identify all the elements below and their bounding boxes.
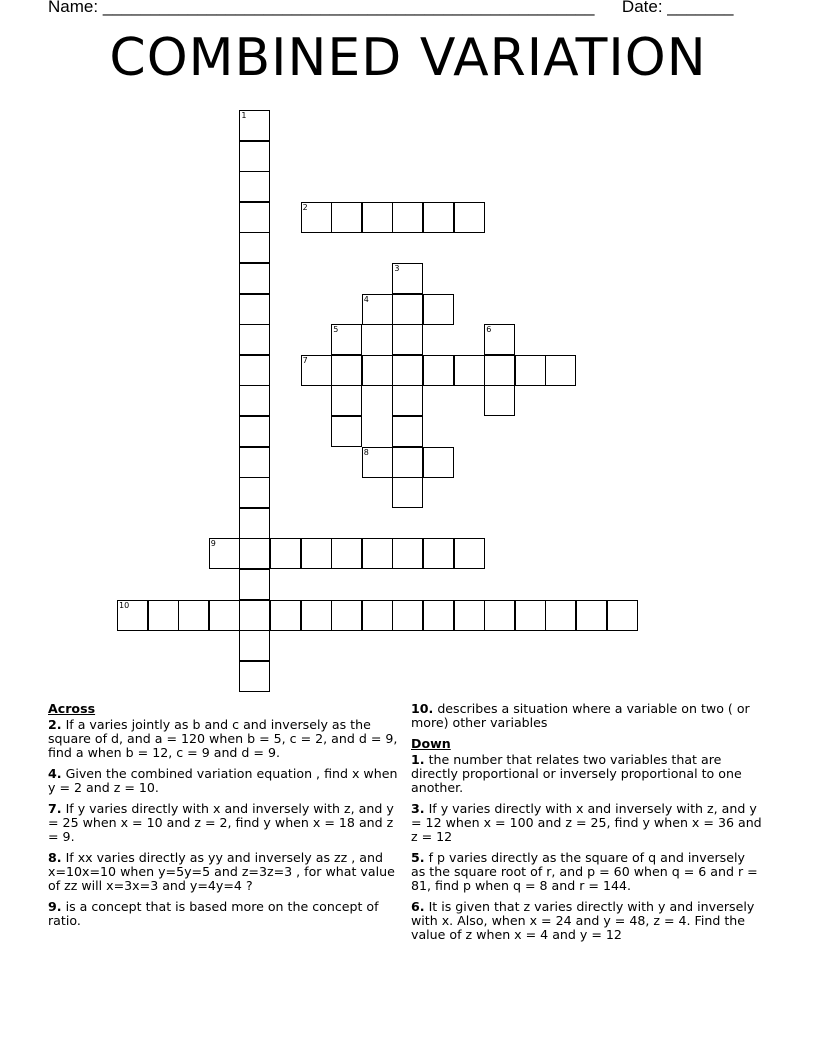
grid-cell[interactable] [239, 661, 270, 692]
grid-cell[interactable] [331, 416, 362, 447]
clue-number-label: 7 [302, 355, 308, 365]
grid-cell[interactable] [331, 202, 362, 233]
clue-number-label: 9 [210, 539, 216, 549]
down-clue-5 [411, 851, 763, 893]
clue-number-label: 5 [333, 325, 339, 335]
clue-number-label: 2 [302, 202, 308, 212]
grid-cell[interactable] [270, 600, 301, 631]
grid-cell[interactable] [239, 171, 270, 202]
across-clue-9 [48, 900, 400, 928]
grid-cell[interactable] [331, 355, 362, 386]
grid-cell[interactable] [331, 600, 362, 631]
grid-cell[interactable] [362, 600, 393, 631]
grid-cell[interactable] [392, 600, 423, 631]
across-heading: Across [48, 701, 96, 716]
date-blank: _______ [667, 0, 734, 16]
grid-cell[interactable] [545, 600, 576, 631]
grid-cell[interactable] [392, 477, 423, 508]
clue-text: If y varies directly with x and inversely with z, and y = 12 when x = 100 and z = 25, find y when x = 36 and z = 12 [411, 801, 762, 844]
clue-text: the number that relates two variables that are directly proportional or inversely proportional to one another. [411, 752, 742, 795]
clue-number-label: 4 [363, 294, 369, 304]
grid-cell[interactable] [454, 202, 485, 233]
across-clue-7 [48, 802, 400, 844]
clue-number-label: 10 [119, 600, 130, 610]
grid-cell[interactable] [270, 538, 301, 569]
grid-cell[interactable] [484, 385, 515, 416]
clue-number-label: 6 [486, 325, 492, 335]
grid-cell[interactable] [454, 355, 485, 386]
grid-cell[interactable] [239, 416, 270, 447]
grid-cell[interactable] [301, 538, 332, 569]
grid-cell[interactable] [515, 600, 546, 631]
clue-text: If xx varies directly as yy and inversely as zz , and x=10x=10 when y=5y=5 and z=3z=3 , for what value of zz will x=3x=3 and y=4y=4 ? [48, 850, 395, 893]
grid-cell[interactable] [484, 600, 515, 631]
grid-cell[interactable] [423, 202, 454, 233]
across-clue-2 [48, 718, 400, 760]
grid-cell[interactable] [423, 355, 454, 386]
grid-cell[interactable] [209, 600, 240, 631]
clue-number: 1. [411, 752, 425, 767]
page-title: COMBINED VARIATION [109, 28, 707, 88]
clue-number: 9. [48, 899, 62, 914]
grid-cell[interactable] [392, 324, 423, 355]
grid-cell[interactable] [239, 263, 270, 294]
grid-cell[interactable] [239, 355, 270, 386]
grid-cell[interactable] [454, 600, 485, 631]
clue-number: 7. [48, 801, 62, 816]
name-label: Name: [48, 0, 99, 16]
date-label: Date: [621, 0, 663, 16]
down-heading: Down [411, 736, 451, 751]
clue-number-label: 8 [363, 447, 369, 457]
across-clue-4 [48, 767, 400, 795]
down-clue-6 [411, 900, 763, 942]
grid-cell[interactable] [392, 447, 423, 478]
clue-number: 10. [411, 701, 434, 716]
grid-cell[interactable] [392, 294, 423, 325]
clue-text: If y varies directly with x and inversely with z, and y = 25 when x = 10 and z = 2, find y when x = 18 and z = 9. [48, 801, 394, 844]
grid-cell[interactable] [239, 477, 270, 508]
grid-cell[interactable] [362, 202, 393, 233]
clue-text: describes a situation where a variable on two ( or more) other variables [411, 701, 750, 730]
clue-number: 8. [48, 850, 62, 865]
grid-cell[interactable] [331, 538, 362, 569]
name-blank: ____________________________________________________ [102, 0, 595, 16]
grid-cell[interactable] [178, 600, 209, 631]
clue-number: 5. [411, 850, 425, 865]
clues-right-column [411, 702, 763, 949]
across-clue-10 [411, 702, 763, 730]
grid-cell[interactable] [239, 447, 270, 478]
grid-cell[interactable] [545, 355, 576, 386]
grid-cell[interactable] [148, 600, 179, 631]
grid-cell[interactable] [423, 447, 454, 478]
grid-cell[interactable] [392, 385, 423, 416]
grid-cell[interactable] [392, 416, 423, 447]
clue-number: 6. [411, 899, 425, 914]
clue-number: 4. [48, 766, 62, 781]
clue-number: 3. [411, 801, 425, 816]
grid-cell[interactable] [239, 538, 270, 569]
clue-number-label: 3 [394, 264, 400, 273]
grid-cell[interactable] [239, 630, 270, 661]
grid-cell[interactable] [239, 600, 270, 631]
across-clue-8 [48, 851, 400, 893]
grid-cell[interactable] [392, 202, 423, 233]
grid-cell[interactable] [239, 385, 270, 416]
clue-text: f p varies directly as the square of q and inversely as the square root of r, and p = 60 when q = 6 and r = 81, find p when q = 8 and r = 144. [411, 850, 758, 893]
grid-cell[interactable] [423, 538, 454, 569]
grid-cell[interactable] [239, 202, 270, 233]
clue-number-label: 1 [241, 111, 247, 120]
clues-left-column [48, 702, 400, 935]
grid-cell[interactable] [239, 294, 270, 325]
grid-cell[interactable] [576, 600, 607, 631]
grid-cell[interactable] [392, 538, 423, 569]
grid-cell[interactable] [423, 294, 454, 325]
grid-cell[interactable] [362, 355, 393, 386]
grid-cell[interactable] [607, 600, 638, 631]
grid-cell[interactable] [484, 355, 515, 386]
grid-cell[interactable] [301, 600, 332, 631]
grid-cell[interactable] [515, 355, 546, 386]
clue-number: 2. [48, 717, 62, 732]
clue-text: If a varies jointly as b and c and inversely as the square of d, and a = 120 when b = 5, c = 2, and d = 9, find a when b = 12, c = 9 and d = 9. [48, 717, 398, 760]
grid-cell[interactable] [392, 355, 423, 386]
grid-cell[interactable] [239, 508, 270, 539]
grid-cell[interactable] [239, 232, 270, 263]
grid-cell[interactable] [239, 324, 270, 355]
clue-text: is a concept that is based more on the concept of ratio. [48, 899, 379, 928]
grid-cell[interactable] [239, 569, 270, 600]
grid-cell[interactable] [362, 538, 393, 569]
grid-cell[interactable] [423, 600, 454, 631]
down-clue-1 [411, 753, 763, 795]
clue-text: It is given that z varies directly with y and inversely with x. Also, when x = 24 and y = 48, z = 4. Find the value of z when x = 4 and y = 12 [411, 899, 755, 942]
clue-text: Given the combined variation equation , find x when y = 2 and z = 10. [48, 766, 398, 795]
grid-cell[interactable] [239, 141, 270, 172]
grid-cell[interactable] [454, 538, 485, 569]
down-clue-3 [411, 802, 763, 844]
grid-cell[interactable] [331, 385, 362, 416]
